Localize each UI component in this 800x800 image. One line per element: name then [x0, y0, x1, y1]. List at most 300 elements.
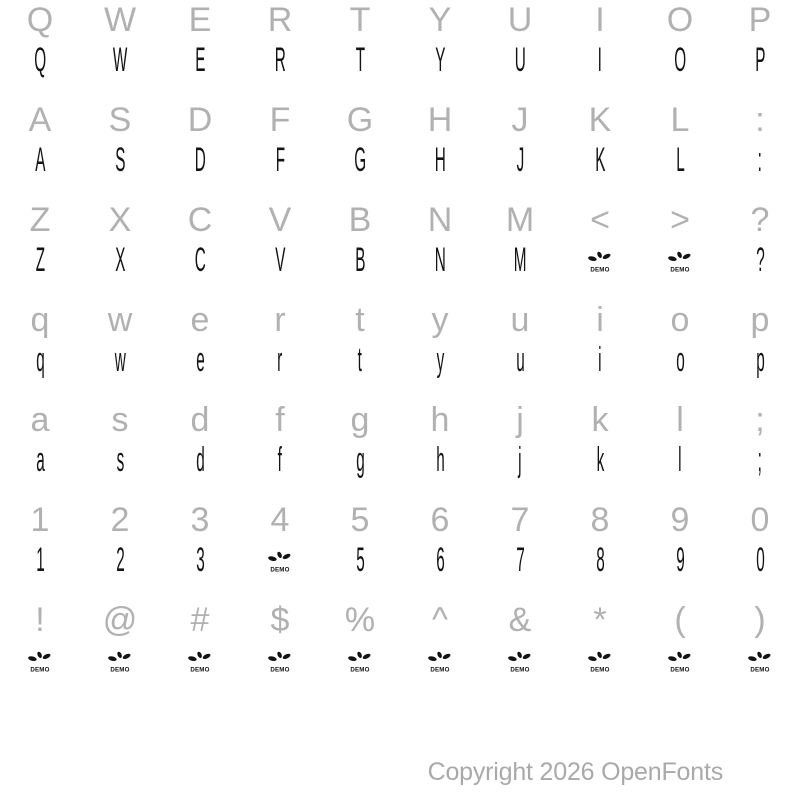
glyph-cell	[80, 0, 160, 100]
glyph-cell	[560, 200, 640, 300]
demo-font-glyph: B	[354, 241, 366, 279]
glyph-cell	[240, 600, 320, 700]
reference-glyph: ^	[432, 601, 448, 639]
demo-glyph-line	[320, 140, 400, 180]
svg-text:DEMO: DEMO	[670, 266, 690, 273]
demo-font-glyph: 0	[755, 541, 765, 579]
glyph-cell	[320, 100, 400, 200]
demo-font-glyph: 3	[195, 541, 205, 579]
reference-glyph: A	[28, 101, 52, 139]
demo-font-glyph: :	[757, 141, 763, 179]
glyph-cell	[320, 600, 400, 700]
demo-placeholder	[400, 650, 480, 673]
svg-text:DEMO: DEMO	[750, 666, 770, 673]
demo-glyph-line	[560, 440, 640, 480]
demo-ornament-icon	[667, 250, 693, 273]
demo-font-glyph: f	[277, 441, 283, 479]
reference-glyph: 0	[750, 501, 770, 539]
demo-font-glyph: 5	[355, 541, 365, 579]
glyph-row-1	[0, 0, 800, 100]
demo-font-glyph: h	[435, 441, 445, 479]
glyph-cell	[640, 600, 720, 700]
glyph-cell	[80, 500, 160, 600]
demo-font-glyph: R	[274, 41, 286, 79]
demo-font-glyph: l	[678, 441, 682, 479]
svg-text:DEMO: DEMO	[510, 666, 530, 673]
reference-glyph: *	[593, 601, 607, 639]
reference-glyph: 3	[190, 501, 210, 539]
demo-glyph-line	[80, 140, 160, 180]
demo-glyph-line	[400, 40, 480, 80]
svg-text:DEMO: DEMO	[350, 666, 370, 673]
demo-glyph-line	[0, 440, 80, 480]
demo-font-glyph: s	[116, 441, 124, 479]
glyph-cell	[640, 500, 720, 600]
demo-font-glyph: 6	[435, 541, 445, 579]
glyph-cell	[720, 300, 800, 400]
demo-glyph-line	[160, 240, 240, 280]
glyph-cell	[320, 200, 400, 300]
reference-glyph: w	[107, 301, 133, 339]
reference-glyph: y	[431, 301, 449, 339]
demo-glyph-line	[160, 440, 240, 480]
glyph-cell	[720, 100, 800, 200]
glyph-cell	[640, 400, 720, 500]
demo-font-glyph: u	[515, 341, 525, 379]
reference-glyph: :	[755, 101, 765, 139]
demo-ornament-icon	[27, 650, 53, 673]
glyph-cell	[560, 300, 640, 400]
reference-glyph: i	[596, 301, 604, 339]
glyph-cell	[240, 300, 320, 400]
reference-glyph: %	[344, 601, 376, 639]
glyph-cell	[160, 500, 240, 600]
reference-glyph: a	[30, 401, 50, 439]
reference-glyph: o	[670, 301, 690, 339]
demo-glyph-line	[560, 540, 640, 580]
demo-font-glyph: w	[114, 341, 126, 379]
reference-glyph: 4	[270, 501, 290, 539]
reference-glyph: S	[108, 101, 132, 139]
demo-glyph-line	[240, 40, 320, 80]
demo-font-glyph: F	[275, 141, 285, 179]
demo-glyph-line	[640, 140, 720, 180]
glyph-cell	[0, 0, 80, 100]
glyph-row-4	[0, 300, 800, 400]
demo-ornament-icon	[267, 550, 293, 573]
demo-glyph-line	[480, 40, 560, 80]
reference-glyph: j	[516, 401, 524, 439]
glyph-cell	[560, 400, 640, 500]
reference-glyph: K	[588, 101, 612, 139]
demo-ornament-icon	[107, 650, 133, 673]
glyph-cell	[320, 300, 400, 400]
demo-glyph-line	[400, 340, 480, 380]
demo-font-glyph: g	[355, 441, 365, 479]
demo-glyph-line	[560, 40, 640, 80]
reference-glyph: G	[346, 101, 374, 139]
demo-font-glyph: k	[596, 441, 604, 479]
glyph-cell	[480, 400, 560, 500]
glyph-cell	[320, 400, 400, 500]
glyph-cell	[400, 200, 480, 300]
reference-glyph: l	[676, 401, 684, 439]
glyph-cell	[560, 100, 640, 200]
demo-font-glyph: Y	[434, 41, 446, 79]
glyph-cell	[0, 100, 80, 200]
svg-text:DEMO: DEMO	[270, 566, 290, 573]
glyph-cell	[0, 600, 80, 700]
glyph-cell	[400, 400, 480, 500]
demo-font-glyph: Z	[35, 241, 45, 279]
demo-glyph-line	[80, 40, 160, 80]
demo-font-glyph: ;	[757, 441, 763, 479]
demo-font-glyph: J	[516, 141, 524, 179]
svg-text:DEMO: DEMO	[590, 266, 610, 273]
reference-glyph: T	[349, 1, 371, 39]
demo-placeholder	[640, 650, 720, 673]
svg-text:DEMO: DEMO	[430, 666, 450, 673]
reference-glyph: &	[508, 601, 532, 639]
glyph-cell	[400, 100, 480, 200]
reference-glyph: p	[750, 301, 770, 339]
glyph-cell	[160, 200, 240, 300]
demo-font-glyph: A	[34, 141, 46, 179]
demo-glyph-line	[320, 440, 400, 480]
demo-glyph-line	[80, 340, 160, 380]
demo-font-glyph: r	[277, 341, 283, 379]
reference-glyph: Q	[26, 1, 54, 39]
reference-glyph: D	[187, 101, 213, 139]
glyph-cell	[640, 0, 720, 100]
demo-font-glyph: Q	[34, 41, 46, 79]
demo-placeholder	[240, 650, 320, 673]
reference-glyph: #	[190, 601, 210, 639]
demo-ornament-icon	[587, 650, 613, 673]
glyph-cell	[160, 0, 240, 100]
demo-font-glyph: ?	[755, 241, 765, 279]
demo-glyph-line	[720, 240, 800, 280]
glyph-cell	[0, 200, 80, 300]
svg-text:DEMO: DEMO	[110, 666, 130, 673]
demo-font-glyph: 2	[115, 541, 125, 579]
glyph-cell	[160, 400, 240, 500]
copyright-text: Copyright 2026 OpenFonts	[427, 758, 723, 786]
demo-font-glyph: D	[194, 141, 206, 179]
demo-font-glyph: N	[434, 241, 446, 279]
glyph-row-3	[0, 200, 800, 300]
demo-glyph-line	[0, 40, 80, 80]
reference-glyph: N	[427, 201, 453, 239]
reference-glyph: Y	[428, 1, 452, 39]
demo-glyph-line	[400, 440, 480, 480]
glyph-cell	[560, 500, 640, 600]
reference-glyph: ;	[755, 401, 765, 439]
demo-font-glyph: 9	[675, 541, 685, 579]
reference-glyph: 5	[350, 501, 370, 539]
glyph-cell	[400, 0, 480, 100]
demo-glyph-line	[0, 340, 80, 380]
demo-font-glyph: i	[598, 341, 602, 379]
glyph-cell	[640, 100, 720, 200]
demo-ornament-icon	[747, 650, 773, 673]
demo-glyph-line	[80, 240, 160, 280]
glyph-cell	[80, 600, 160, 700]
glyph-cell	[80, 300, 160, 400]
svg-text:DEMO: DEMO	[270, 666, 290, 673]
reference-glyph: C	[187, 201, 213, 239]
glyph-cell	[0, 500, 80, 600]
demo-font-glyph: j	[518, 441, 522, 479]
glyph-cell	[0, 300, 80, 400]
demo-font-glyph: o	[675, 341, 685, 379]
reference-glyph: )	[754, 601, 766, 639]
demo-glyph-line	[320, 540, 400, 580]
reference-glyph: R	[267, 1, 293, 39]
reference-glyph: 1	[30, 501, 50, 539]
reference-glyph: I	[595, 1, 605, 39]
reference-glyph: u	[510, 301, 530, 339]
demo-glyph-line	[240, 340, 320, 380]
glyph-cell	[720, 200, 800, 300]
reference-glyph: s	[111, 401, 129, 439]
demo-font-glyph: a	[35, 441, 45, 479]
demo-font-glyph: K	[594, 141, 606, 179]
demo-glyph-line	[480, 240, 560, 280]
reference-glyph: 8	[590, 501, 610, 539]
demo-ornament-icon	[587, 250, 613, 273]
demo-font-glyph: C	[194, 241, 206, 279]
demo-font-glyph: M	[513, 241, 527, 279]
demo-glyph-line	[80, 440, 160, 480]
demo-placeholder	[80, 650, 160, 673]
demo-ornament-icon	[187, 650, 213, 673]
reference-glyph: F	[269, 101, 291, 139]
demo-glyph-line	[160, 540, 240, 580]
demo-font-glyph: S	[114, 141, 126, 179]
demo-ornament-icon	[667, 650, 693, 673]
reference-glyph: L	[670, 101, 690, 139]
glyph-cell	[80, 400, 160, 500]
glyph-cell	[480, 500, 560, 600]
glyph-cell	[640, 200, 720, 300]
reference-glyph: E	[188, 1, 212, 39]
demo-font-glyph: O	[674, 41, 686, 79]
glyph-cell	[160, 600, 240, 700]
glyph-cell	[80, 200, 160, 300]
demo-glyph-line	[240, 440, 320, 480]
reference-glyph: d	[190, 401, 210, 439]
glyph-cell	[720, 0, 800, 100]
reference-glyph: t	[355, 301, 365, 339]
demo-glyph-line	[480, 540, 560, 580]
glyph-cell	[320, 0, 400, 100]
glyph-cell	[320, 500, 400, 600]
demo-glyph-line	[640, 440, 720, 480]
demo-font-glyph: y	[436, 341, 444, 379]
demo-glyph-line	[240, 140, 320, 180]
glyph-cell	[480, 0, 560, 100]
glyph-row-6	[0, 500, 800, 600]
demo-glyph-line	[560, 340, 640, 380]
demo-font-glyph: p	[755, 341, 765, 379]
demo-ornament-icon	[347, 650, 373, 673]
demo-glyph-line	[160, 40, 240, 80]
glyph-cell	[480, 600, 560, 700]
glyph-cell	[400, 300, 480, 400]
reference-glyph: O	[666, 1, 694, 39]
demo-ornament-icon	[507, 650, 533, 673]
glyph-cell	[240, 0, 320, 100]
glyph-cell	[160, 300, 240, 400]
demo-glyph-line	[240, 240, 320, 280]
demo-placeholder	[0, 650, 80, 673]
demo-placeholder	[720, 650, 800, 673]
reference-glyph: H	[427, 101, 453, 139]
reference-glyph: g	[350, 401, 370, 439]
reference-glyph: q	[30, 301, 50, 339]
demo-glyph-line	[560, 140, 640, 180]
demo-placeholder	[480, 650, 560, 673]
demo-font-glyph: 7	[515, 541, 525, 579]
demo-font-glyph: d	[195, 441, 205, 479]
demo-glyph-line	[640, 40, 720, 80]
reference-glyph: 6	[430, 501, 450, 539]
reference-glyph: M	[505, 201, 535, 239]
glyph-cell	[80, 100, 160, 200]
demo-glyph-line	[640, 340, 720, 380]
reference-glyph: 2	[110, 501, 130, 539]
demo-ornament-icon	[267, 650, 293, 673]
reference-glyph: >	[670, 201, 690, 239]
demo-font-glyph: t	[357, 341, 363, 379]
reference-glyph: Z	[29, 201, 51, 239]
glyph-cell	[720, 500, 800, 600]
demo-font-glyph: e	[195, 341, 205, 379]
demo-glyph-line	[720, 140, 800, 180]
demo-placeholder	[320, 650, 400, 673]
svg-text:DEMO: DEMO	[670, 666, 690, 673]
demo-glyph-line	[0, 540, 80, 580]
glyph-cell	[240, 200, 320, 300]
demo-font-glyph: X	[114, 241, 126, 279]
glyph-cell	[560, 600, 640, 700]
glyph-row-5	[0, 400, 800, 500]
demo-font-glyph: L	[675, 141, 685, 179]
demo-font-glyph: H	[434, 141, 446, 179]
reference-glyph: k	[591, 401, 609, 439]
glyph-cell	[0, 400, 80, 500]
demo-placeholder	[560, 250, 640, 273]
demo-font-glyph: q	[35, 341, 45, 379]
demo-glyph-line	[80, 540, 160, 580]
demo-glyph-line	[160, 340, 240, 380]
glyph-cell	[400, 600, 480, 700]
demo-glyph-line	[320, 40, 400, 80]
glyph-cell	[480, 100, 560, 200]
svg-text:DEMO: DEMO	[30, 666, 50, 673]
reference-glyph: (	[674, 601, 686, 639]
demo-glyph-line	[400, 540, 480, 580]
demo-glyph-line	[480, 140, 560, 180]
reference-glyph: f	[275, 401, 285, 439]
glyph-row-7	[0, 600, 800, 700]
glyph-cell	[160, 100, 240, 200]
demo-glyph-line	[720, 440, 800, 480]
demo-font-glyph: E	[194, 41, 206, 79]
demo-font-glyph: T	[355, 41, 365, 79]
demo-glyph-line	[400, 240, 480, 280]
demo-placeholder	[640, 250, 720, 273]
reference-glyph: @	[102, 601, 138, 639]
reference-glyph: V	[268, 201, 292, 239]
glyph-cell	[480, 300, 560, 400]
reference-glyph: W	[103, 1, 137, 39]
reference-glyph: ?	[750, 201, 770, 239]
reference-glyph: e	[190, 301, 210, 339]
demo-placeholder	[160, 650, 240, 673]
demo-font-glyph: G	[354, 141, 366, 179]
glyph-cell	[400, 500, 480, 600]
reference-glyph: <	[590, 201, 610, 239]
demo-glyph-line	[160, 140, 240, 180]
glyph-cell	[560, 0, 640, 100]
reference-glyph: U	[507, 1, 533, 39]
demo-glyph-line	[720, 540, 800, 580]
glyph-cell	[240, 100, 320, 200]
demo-font-glyph: V	[274, 241, 286, 279]
glyph-cell	[240, 400, 320, 500]
demo-font-glyph: W	[112, 41, 128, 79]
glyph-cell	[720, 400, 800, 500]
reference-glyph: h	[430, 401, 450, 439]
reference-glyph: !	[35, 601, 45, 639]
reference-glyph: P	[748, 1, 772, 39]
demo-glyph-line	[320, 340, 400, 380]
demo-glyph-line	[720, 40, 800, 80]
glyph-row-2	[0, 100, 800, 200]
reference-glyph: r	[274, 301, 286, 339]
demo-ornament-icon	[427, 650, 453, 673]
demo-glyph-line	[400, 140, 480, 180]
demo-font-glyph: P	[754, 41, 766, 79]
demo-glyph-line	[320, 240, 400, 280]
svg-text:DEMO: DEMO	[190, 666, 210, 673]
glyph-cell	[480, 200, 560, 300]
demo-font-glyph: I	[597, 41, 603, 79]
reference-glyph: 9	[670, 501, 690, 539]
demo-glyph-line	[480, 440, 560, 480]
reference-glyph: J	[511, 101, 529, 139]
glyph-cell	[720, 600, 800, 700]
svg-text:DEMO: DEMO	[590, 666, 610, 673]
demo-font-glyph: 8	[595, 541, 605, 579]
reference-glyph: $	[270, 601, 290, 639]
demo-glyph-line	[720, 340, 800, 380]
glyph-cell	[240, 500, 320, 600]
demo-glyph-line	[0, 140, 80, 180]
demo-placeholder	[560, 650, 640, 673]
reference-glyph: 7	[510, 501, 530, 539]
reference-glyph: B	[348, 201, 372, 239]
reference-glyph: X	[108, 201, 132, 239]
demo-glyph-line	[640, 540, 720, 580]
demo-font-glyph: 1	[35, 541, 45, 579]
demo-glyph-line	[480, 340, 560, 380]
demo-glyph-line	[0, 240, 80, 280]
demo-placeholder	[240, 550, 320, 573]
glyph-cell	[640, 300, 720, 400]
